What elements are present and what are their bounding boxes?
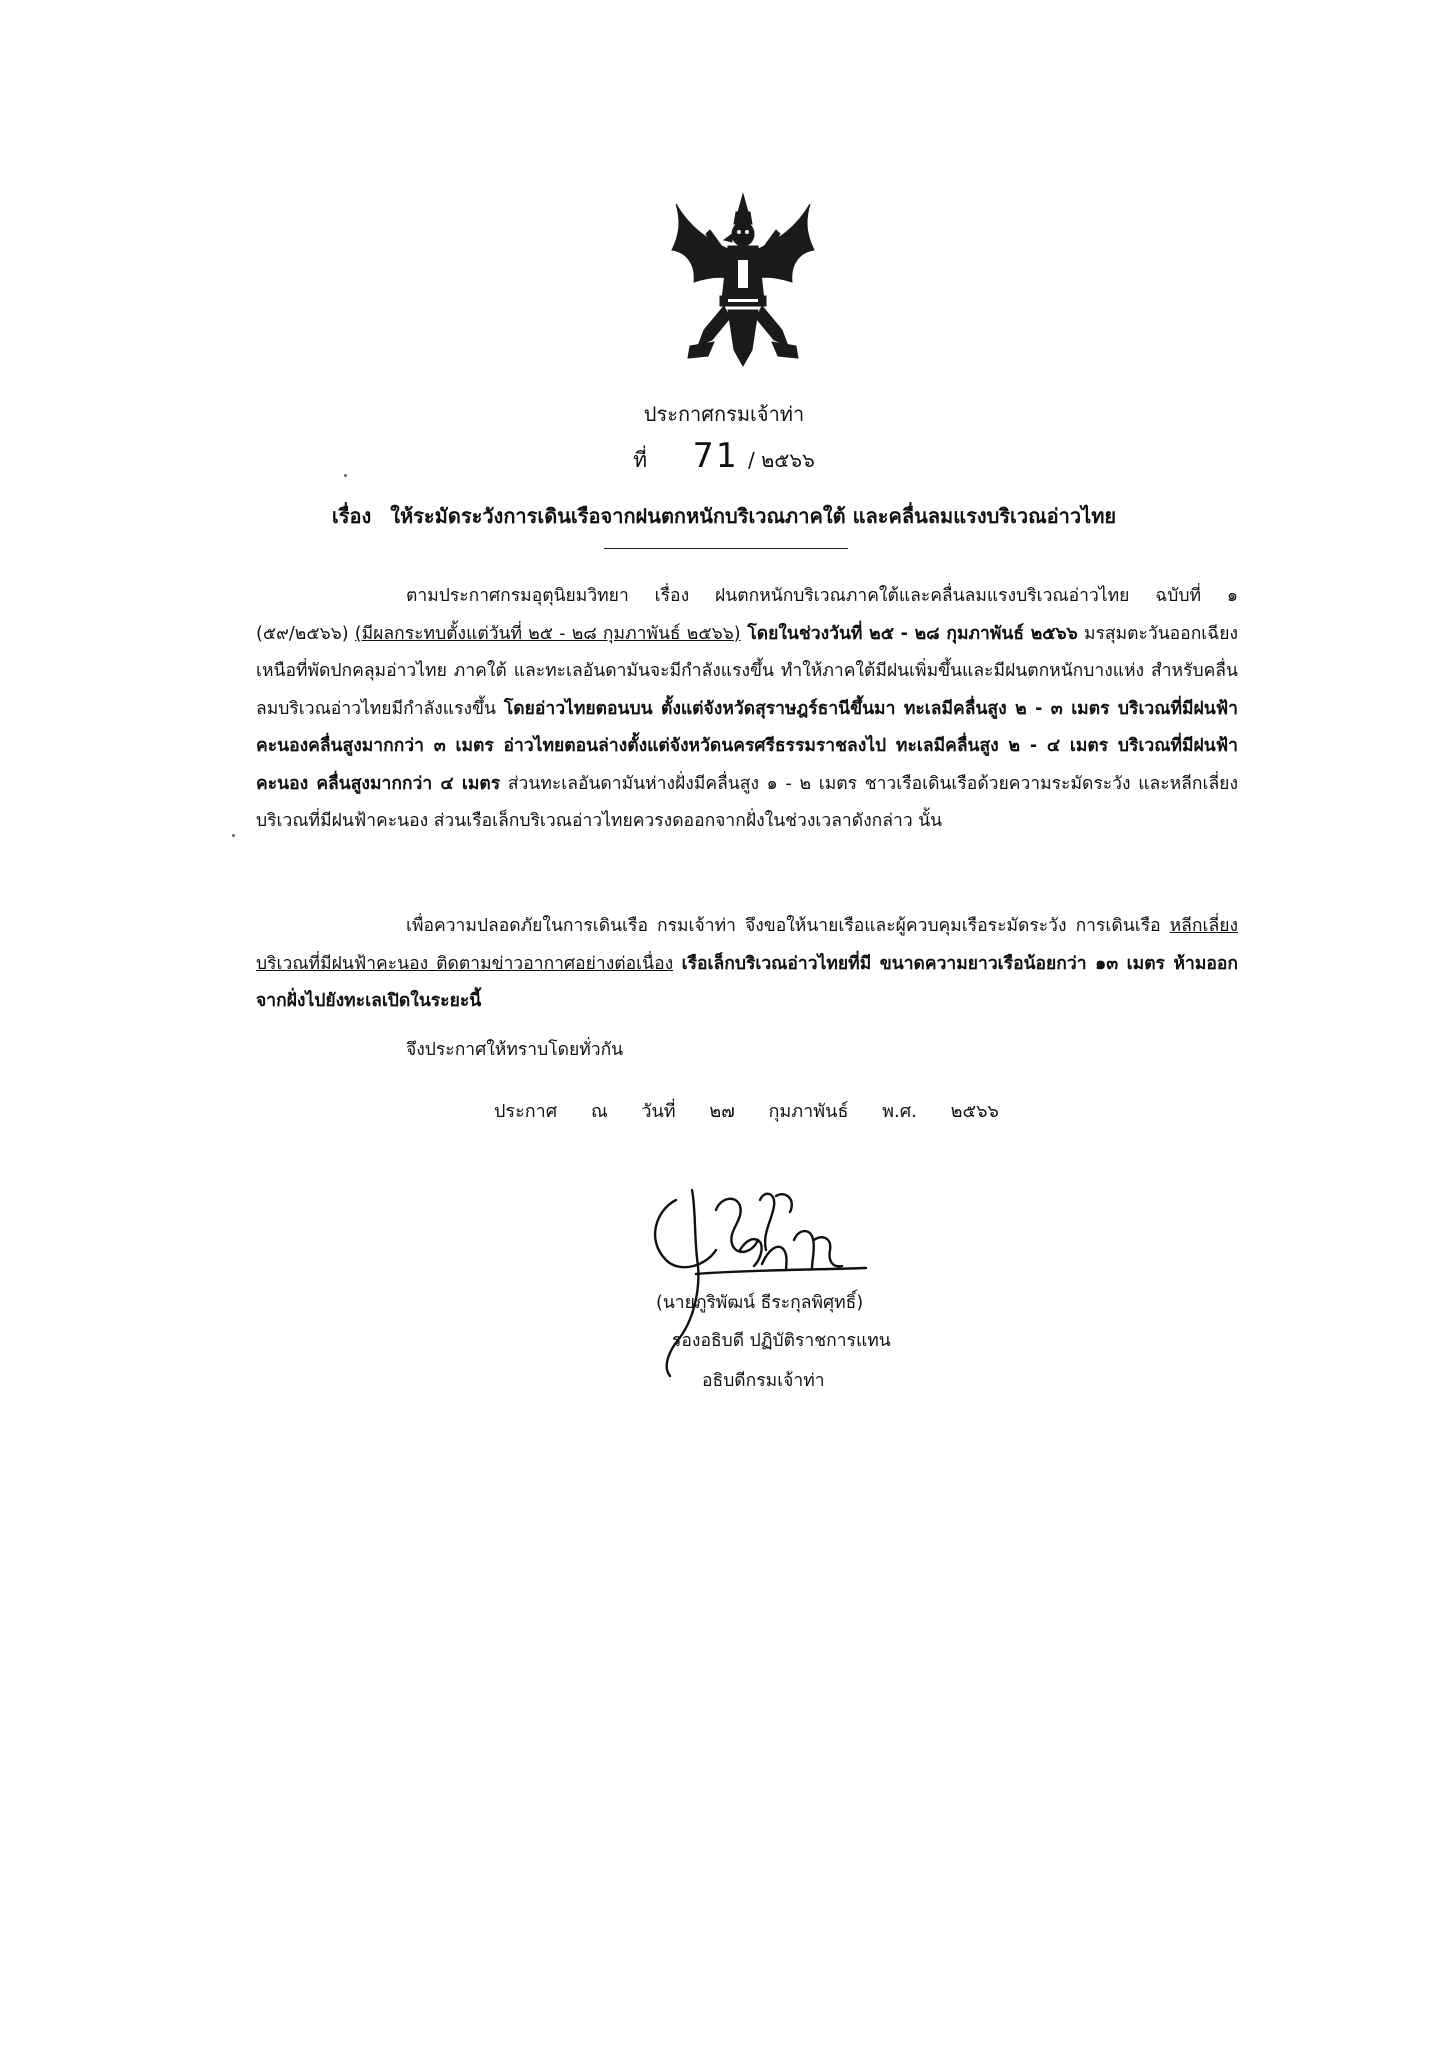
p2-text-1: เพื่อความปลอดภัยในการเดินเรือ กรมเจ้าท่า จึงขอให้นายเรือและผู้ควบคุมเรือระมัดระวัง การเดินเรือ <box>406 916 1170 936</box>
signatory-name: (นายภูริพัฒน์ ธีระกุลพิศุทธิ์) <box>656 1293 864 1313</box>
scan-speck <box>344 474 347 477</box>
closing-statement: จึงประกาศให้ทราบโดยทั่วกัน <box>406 1040 624 1060</box>
subject-text: ให้ระมัดระวังการเดินเรือจากฝนตกหนักบริเวณภาคใต้ และคลื่นลมแรงบริเวณอ่าวไทย <box>390 504 1117 528</box>
date-year: ๒๕๖๖ <box>950 1101 999 1122</box>
document-title: ประกาศกรมเจ้าท่า <box>643 402 805 426</box>
date-day-label: วันที่ <box>641 1101 676 1122</box>
date-at: ณ <box>590 1101 608 1122</box>
document-subject <box>0 500 1448 532</box>
date-era: พ.ศ. <box>882 1101 917 1122</box>
date-prefix: ประกาศ <box>494 1101 558 1122</box>
title-divider <box>604 548 848 549</box>
number-label: ที่ <box>633 448 648 472</box>
p2-small-boat-ban: เรือเล็กบริเวณอ่าวไทยที่มี ขนาดความยาวเรือน้อยกว่า ๑๓ เมตร ห้ามออกจากฝั่งไปยังทะเลเปิดในระยะนี้ <box>256 953 1239 1011</box>
paragraph-2 <box>256 908 1238 1021</box>
document-number <box>0 436 1448 477</box>
p1-text-2: มรสุมตะวันออกเฉียงเหนือที่พัดปกคลุมอ่าวไทย ภาคใต้ และทะเลอันดามันจะมีกำลังแรงขึ้น ทำให้ภาคใต้มีฝนเพิ่มขึ้นและมีฝนตกหนักบางแห่ง สำหรับคลื่นลมบริเวณอ่าวไทยมีกำลังแรงขึ้น <box>256 623 1238 719</box>
date-month: กุมภาพันธ์ <box>768 1101 849 1122</box>
p1-wave-details: โดยอ่าวไทยตอนบน ตั้งแต่จังหวัดสุราษฎร์ธานีขึ้นมา ทะเลมีคลื่นสูง ๒ - ๓ เมตร บริเวณที่มีฝนฟ้าคะนองคลื่นสูงมากกว่า ๓ เมตร อ่าวไทยตอนล่างตั้งแต่จังหวัดนครศรีธรรมราชลงไป ทะเลมีคลื่นสูง ๒ - ๔ เมตร บริเวณที่มีฝนฟ้าคะนอง คลื่นสูงมากกว่า ๔ เมตร <box>256 698 1238 794</box>
p1-effective-dates: (มีผลกระทบตั้งแต่วันที่ ๒๕ - ๒๘ กุมภาพันธ์ ๒๕๖๖) <box>354 623 741 644</box>
paragraph-1 <box>256 578 1238 841</box>
subject-label: เรื่อง <box>331 504 372 528</box>
p1-text-1: ตามประกาศกรมอุตุนิยมวิทยา เรื่อง ฝนตกหนักบริเวณภาคใต้และคลื่นลมแรงบริเวณอ่าวไทย ฉบับที่ ๑ (๕๙/๒๕๖๖) <box>256 586 1238 644</box>
date-day: ๒๗ <box>709 1101 735 1122</box>
signatory-position-1: รองอธิบดี ปฏิบัติราชการแทน <box>672 1331 891 1351</box>
garuda-emblem-icon <box>668 190 818 370</box>
p2-advice: หลีกเลี่ยงบริเวณที่มีฝนฟ้าคะนอง ติดตามข่าวอากาศอย่างต่อเนื่อง <box>256 916 1238 974</box>
p1-period: โดยในช่วงวันที่ ๒๕ - ๒๘ กุมภาพันธ์ ๒๕๖๖ <box>740 623 1078 644</box>
announcement-date <box>494 1096 1017 1125</box>
number-value: 71 <box>693 436 738 476</box>
number-year: / ๒๕๖๖ <box>747 448 815 472</box>
handwritten-signature <box>636 1170 926 1390</box>
p1-text-3: ส่วนทะเลอันดามันห่างฝั่งมีคลื่นสูง ๑ - ๒ เมตร ชาวเรือเดินเรือด้วยความระมัดระวัง และหลีกเลี่ยงบริเวณที่มีฝนฟ้าคะนอง ส่วนเรือเล็กบริเวณอ่าวไทยควรงดออกจากฝั่งในช่วงเวลาดังกล่าว นั้น <box>256 773 1238 831</box>
scan-speck <box>232 834 235 837</box>
signatory-position-2: อธิบดีกรมเจ้าท่า <box>702 1371 825 1391</box>
